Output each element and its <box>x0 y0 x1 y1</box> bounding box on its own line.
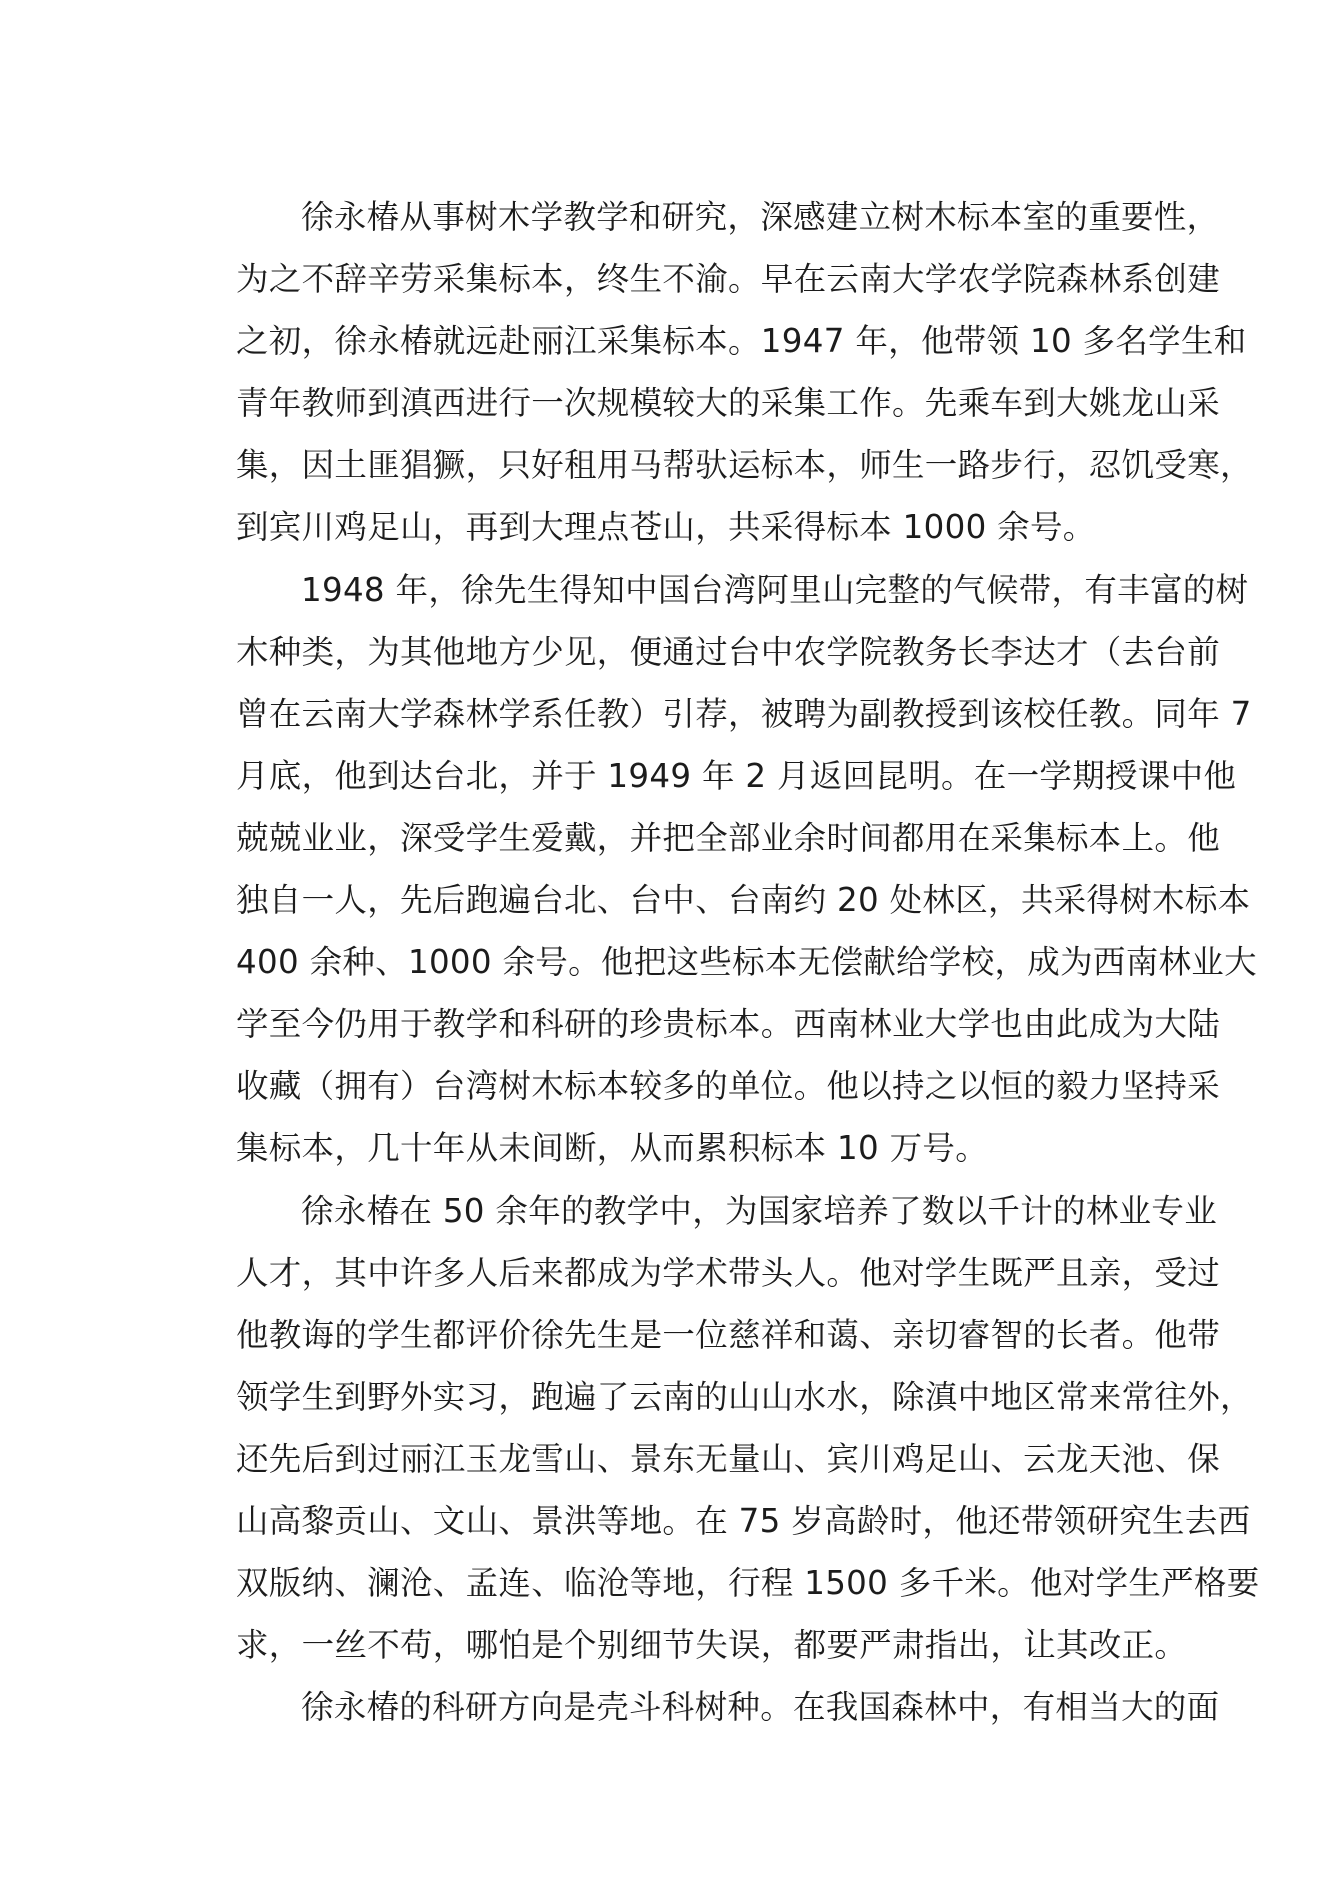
paragraph-teaching <box>236 1180 1260 1677</box>
text-line: 徐永椿的科研方向是壳斗科树种。在我国森林中，有相当大的面 <box>301 1688 1220 1727</box>
text-line: 徐永椿从事树木学教学和研究，深感建立树木标本室的重要性， <box>301 198 1220 236</box>
text-line: 他教诲的学生都评价徐先生是一位慈祥和蔼、亲切睿智的长者。他带 <box>236 1315 1221 1354</box>
text-line: 兢兢业业，深受学生爱戴，并把全部业余时间都用在采集标本上。他 <box>236 818 1221 857</box>
text-line: 求，一丝不苟，哪怕是个别细节失误，都要严肃指出，让其改正。 <box>236 1626 1188 1665</box>
text-line: 木种类，为其他地方少见，便通过台中农学院教务长李达才（去台前 <box>236 632 1221 671</box>
paragraph-specimen-collection <box>236 186 1253 559</box>
text-line: 青年教师到滇西进行一次规模较大的采集工作。先乘车到大姚龙山采 <box>236 384 1221 423</box>
text-line: 独自一人，先后跑遍台北、台中、台南约 20 处林区，共采得树木标本 <box>236 881 1251 920</box>
text-line: 徐永椿在 50 余年的教学中，为国家培养了数以千计的林业专业 <box>301 1191 1218 1230</box>
text-line: 到宾川鸡足山，再到大理点苍山，共采得标本 1000 余号。 <box>236 508 1096 547</box>
text-line: 集，因土匪猖獗，只好租用马帮驮运标本，师生一路步行，忍饥受寒， <box>236 446 1253 485</box>
text-line: 收藏（拥有）台湾树木标本较多的单位。他以持之以恒的毅力坚持采 <box>236 1067 1221 1106</box>
text-line: 山高黎贡山、文山、景洪等地。在 75 岁高龄时，他还带领研究生去西 <box>236 1501 1251 1540</box>
text-line: 1948 年，徐先生得知中国台湾阿里山完整的气候带，有丰富的树 <box>301 570 1249 609</box>
text-line: 学至今仍用于教学和科研的珍贵标本。西南林业大学也由此成为大陆 <box>236 1005 1221 1044</box>
paragraph-taiwan-specimens <box>236 559 1257 1180</box>
text-line: 还先后到过丽江玉龙雪山、景东无量山、宾川鸡足山、云龙天池、保 <box>236 1439 1221 1478</box>
text-line: 双版纳、澜沧、孟连、临沧等地，行程 1500 多千米。他对学生严格要 <box>236 1564 1260 1603</box>
text-line: 400 余种、1000 余号。他把这些标本无偿献给学校，成为西南林业大 <box>236 943 1257 982</box>
text-line: 曾在云南大学森林学系任教）引荐，被聘为副教授到该校任教。同年 7 <box>236 694 1252 733</box>
document-body <box>236 186 1260 1738</box>
text-line: 集标本，几十年从未间断，从而累积标本 10 万号。 <box>236 1129 989 1168</box>
text-line: 人才，其中许多人后来都成为学术带头人。他对学生既严且亲，受过 <box>236 1253 1221 1292</box>
text-line: 为之不辞辛劳采集标本，终生不渝。早在云南大学农学院森林系创建 <box>236 260 1221 299</box>
text-line: 之初，徐永椿就远赴丽江采集标本。1947 年，他带领 10 多名学生和 <box>236 322 1247 361</box>
text-line: 月底，他到达台北，并于 1949 年 2 月返回昆明。在一学期授课中他 <box>236 756 1237 795</box>
text-line: 领学生到野外实习，跑遍了云南的山山水水，除滇中地区常来常往外， <box>236 1377 1253 1416</box>
paragraph-research <box>236 1676 1220 1738</box>
